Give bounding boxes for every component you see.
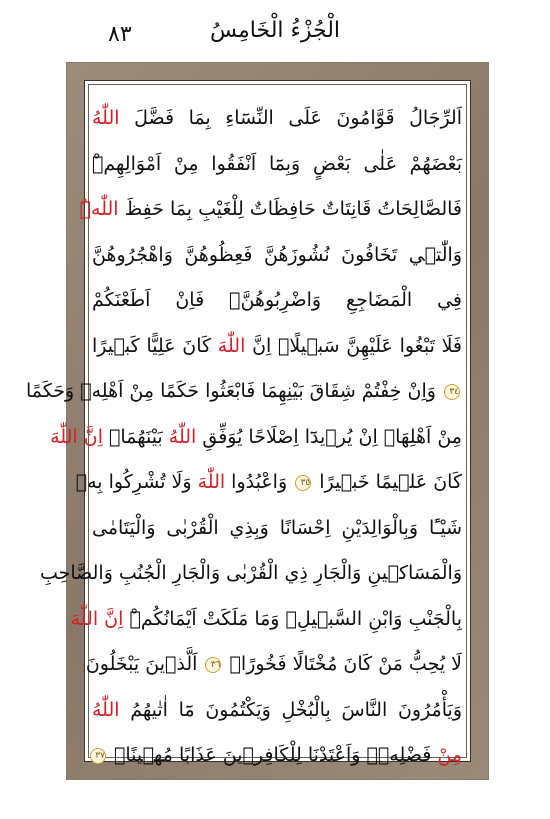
running-header bbox=[0, 0, 550, 62]
verse-text: فِي الْمَضَاجِعِ وَاضْرِبُوهُنَّۚ فَاِنْ اَطَعْنَكُمْ bbox=[92, 289, 462, 311]
verse-line bbox=[85, 642, 462, 688]
verse-text: بَعْضَهُمْ عَلٰى بَعْضٍ وَبِمَٓا اَنْفَقُوا مِنْ اَمْوَالِهِمْۜ bbox=[92, 152, 462, 175]
divine-name-highlight: اللّٰهَ bbox=[197, 471, 226, 493]
verse-text: وَاعْبُدُوا bbox=[225, 471, 294, 493]
verse-text: بِالْجَنْبِ وَابْنِ السَّب۪يلِۙ وَمَا مَلَكَتْ اَيْمَانُكُمْۜ bbox=[123, 607, 462, 630]
verse-text: وَالّٰت۪ي تَخَافُونَ نُشُوزَهُنَّ فَعِظُوهُنَّ وَاهْجُرُوهُنَّ bbox=[92, 243, 462, 266]
verse-text: مِنْ اَهْلِهَاۚ اِنْ يُر۪يدَٓا اِصْلَاحًا يُوَفِّقِ bbox=[196, 425, 462, 448]
verse-text: اَلَّذ۪ينَ يَبْخَلُونَ bbox=[85, 653, 204, 675]
verse-line bbox=[75, 460, 462, 506]
verse-line bbox=[70, 597, 462, 643]
verse-line bbox=[92, 96, 462, 142]
verse-text: بَيْنَهُمَاۜ bbox=[102, 425, 169, 448]
verse-text: شَيْـًٔا وَبِالْوَالِدَيْنِ اِحْسَانًا وَبِذِي الْقُرْبٰى وَالْيَتَامٰى bbox=[92, 516, 462, 539]
verse-text: وَالْمَسَاك۪ينِ وَالْجَارِ ذِي الْقُرْبٰى وَالْجَارِ الْجُنُبِ وَالصَّاحِبِ bbox=[39, 562, 462, 584]
verse-text: كَانَ عَل۪يمًا خَب۪يرًا bbox=[313, 471, 462, 493]
verse-text: كَانَ عَلِيًّا كَب۪يرًا bbox=[92, 334, 218, 357]
verse-line bbox=[79, 187, 462, 233]
verse-line bbox=[92, 506, 462, 552]
juz-title: الْجُزْءُ الْخَامِسُ bbox=[209, 18, 341, 43]
verse-line bbox=[92, 688, 462, 734]
verse-line bbox=[92, 278, 462, 324]
verse-end-marker: ٣٦ bbox=[205, 657, 221, 673]
verse-text: فَلَا تَبْغُوا عَلَيْهِنَّ سَب۪يلًاۜ اِنَّ bbox=[245, 334, 463, 357]
verse-text: وَيَأْمُرُونَ النَّاسَ بِالْبُخْلِ وَيَكْتُمُونَ مَٓا اٰتٰيهُمُ bbox=[119, 698, 462, 721]
verse-text-block bbox=[25, 96, 463, 779]
divine-name-highlight: اِنَّ اللّٰهَ bbox=[50, 425, 103, 448]
verse-line bbox=[92, 324, 462, 370]
verse-text: فَضْلِه۪ۜ وَاَعْتَدْنَا لِلْكَافِر۪ينَ عَذَابًا مُه۪ينًاۚ bbox=[107, 744, 438, 766]
page-number: ٨٣ bbox=[108, 22, 132, 47]
verse-line bbox=[92, 733, 462, 779]
verse-text: اَلرِّجَالُ قَوَّامُونَ عَلَى النِّسَٓاءِ بِمَا فَضَّلَ bbox=[119, 107, 462, 129]
verse-line bbox=[39, 551, 462, 597]
verse-line bbox=[92, 142, 462, 188]
divine-name-highlight: اللّٰهُۜ bbox=[79, 198, 119, 220]
verse-line bbox=[25, 369, 462, 415]
verse-text: فَالصَّالِحَاتُ قَانِتَاتٌ حَافِظَاتٌ لِلْغَيْبِ بِمَا حَفِظَ bbox=[118, 198, 462, 220]
verse-text: وَلَا تُشْرِكُوا بِه۪ bbox=[75, 471, 198, 493]
verse-text: لَا يُحِبُّ مَنْ كَانَ مُخْتَالًا فَخُورًاۙ bbox=[223, 653, 462, 675]
divine-name-highlight: اِنَّ اللّٰهَ bbox=[70, 607, 124, 630]
divine-name-highlight: اللّٰهُ bbox=[92, 107, 120, 129]
divine-name-highlight: مِنْ bbox=[437, 744, 462, 766]
divine-name-highlight: اللّٰهُ bbox=[168, 425, 197, 448]
verse-end-marker: ٣٧ bbox=[90, 748, 106, 764]
divine-name-highlight: اللّٰهَ bbox=[217, 334, 246, 357]
verse-end-marker: ٣٥ bbox=[295, 475, 311, 491]
verse-line bbox=[50, 415, 462, 461]
verse-end-marker: ٣٤ bbox=[444, 384, 460, 400]
verse-line bbox=[92, 233, 462, 279]
verse-text: وَاِنْ خِفْتُمْ شِقَاقَ بَيْنِهِمَا فَابْعَثُوا حَكَمًا مِنْ اَهْلِه۪ وَحَكَمًا bbox=[25, 380, 442, 402]
divine-name-highlight: اللّٰهُ bbox=[92, 698, 120, 721]
